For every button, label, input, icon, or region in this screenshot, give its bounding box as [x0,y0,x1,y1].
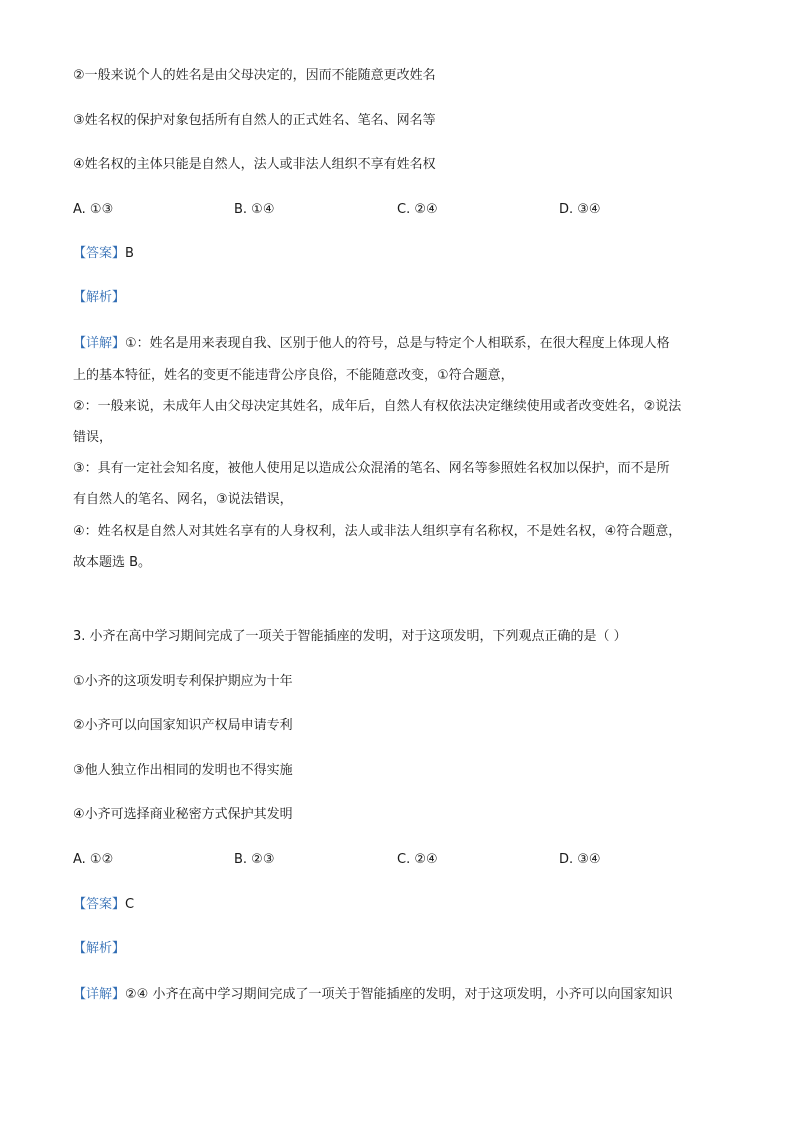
q3-title: 3. 小齐在高中学习期间完成了一项关于智能插座的发明，对于这项发明，下列观点正确的是（ ） [73,629,627,644]
q3-detail-text-1: ②④ 小齐在高中学习期间完成了一项关于智能插座的发明，对于这项发明，小齐可以向国家知识 [125,987,673,1002]
q2-item-2: ②一般来说个人的姓名是由父母决定的，因而不能随意更改姓名 [73,68,436,83]
q2-detail-line-7: ④：姓名权是自然人对其姓名享有的人身权利，法人或非法人组织享有名称权，不是姓名权，④符合题意， [73,524,682,539]
q3-answer-tag: 【答案】 [73,897,126,912]
q2-item-3: ③姓名权的保护对象包括所有自然人的正式姓名、笔名、网名等 [73,113,436,128]
q2-detail-line-2: 上的基本特征，姓名的变更不能违背公序良俗，不能随意改变，①符合题意， [73,368,514,383]
q2-detail-line-1 [73,336,670,352]
q2-detail-text-1: ①：姓名是用来表现自我、区别于他人的符号，总是与特定个人相联系，在很大程度上体现人格 [125,336,670,351]
q2-option-c: C. ②④ [397,202,438,217]
q3-item-3: ③他人独立作出相同的发明也不得实施 [73,763,293,778]
q3-detail-line-1 [73,987,672,1003]
q3-item-1: ①小齐的这项发明专利保护期应为十年 [73,674,293,689]
q2-option-d: D. ③④ [559,202,601,217]
q2-answer-value: B [125,246,134,261]
q3-option-b: B. ②③ [234,852,275,867]
q2-detail-tag: 【详解】 [73,336,126,351]
q3-analysis-tag: 【解析】 [73,941,126,956]
q3-analysis-line [73,941,125,957]
q2-option-b: B. ①④ [234,202,275,217]
q2-detail-line-6: 有自然人的笔名、网名，③说法错误， [73,492,293,507]
q3-item-2: ②小齐可以向国家知识产权局申请专利 [73,718,293,733]
q3-detail-tag: 【详解】 [73,987,126,1002]
q2-option-a: A. ①③ [73,202,114,217]
q3-option-c: C. ②④ [397,852,438,867]
q2-detail-line-8: 故本题选 B。 [73,555,152,570]
q3-item-4: ④小齐可选择商业秘密方式保护其发明 [73,807,293,822]
q3-answer-value: C [125,897,135,912]
q2-answer-tag: 【答案】 [73,246,126,261]
q2-detail-line-3: ②：一般来说，未成年人由父母决定其姓名，成年后，自然人有权依法决定继续使用或者改变姓名，②说法 [73,399,682,414]
q3-option-d: D. ③④ [559,852,601,867]
q3-option-a: A. ①② [73,852,114,867]
q2-answer-line [73,246,134,262]
q2-item-4: ④姓名权的主体只能是自然人，法人或非法人组织不享有姓名权 [73,157,436,172]
q2-analysis-line [73,290,125,306]
q2-detail-line-5: ③：具有一定社会知名度，被他人使用足以造成公众混淆的笔名、网名等参照姓名权加以保护，而不是所 [73,461,670,476]
q3-answer-line [73,897,134,913]
q2-detail-line-4: 错误， [73,430,113,445]
q2-analysis-tag: 【解析】 [73,290,126,305]
